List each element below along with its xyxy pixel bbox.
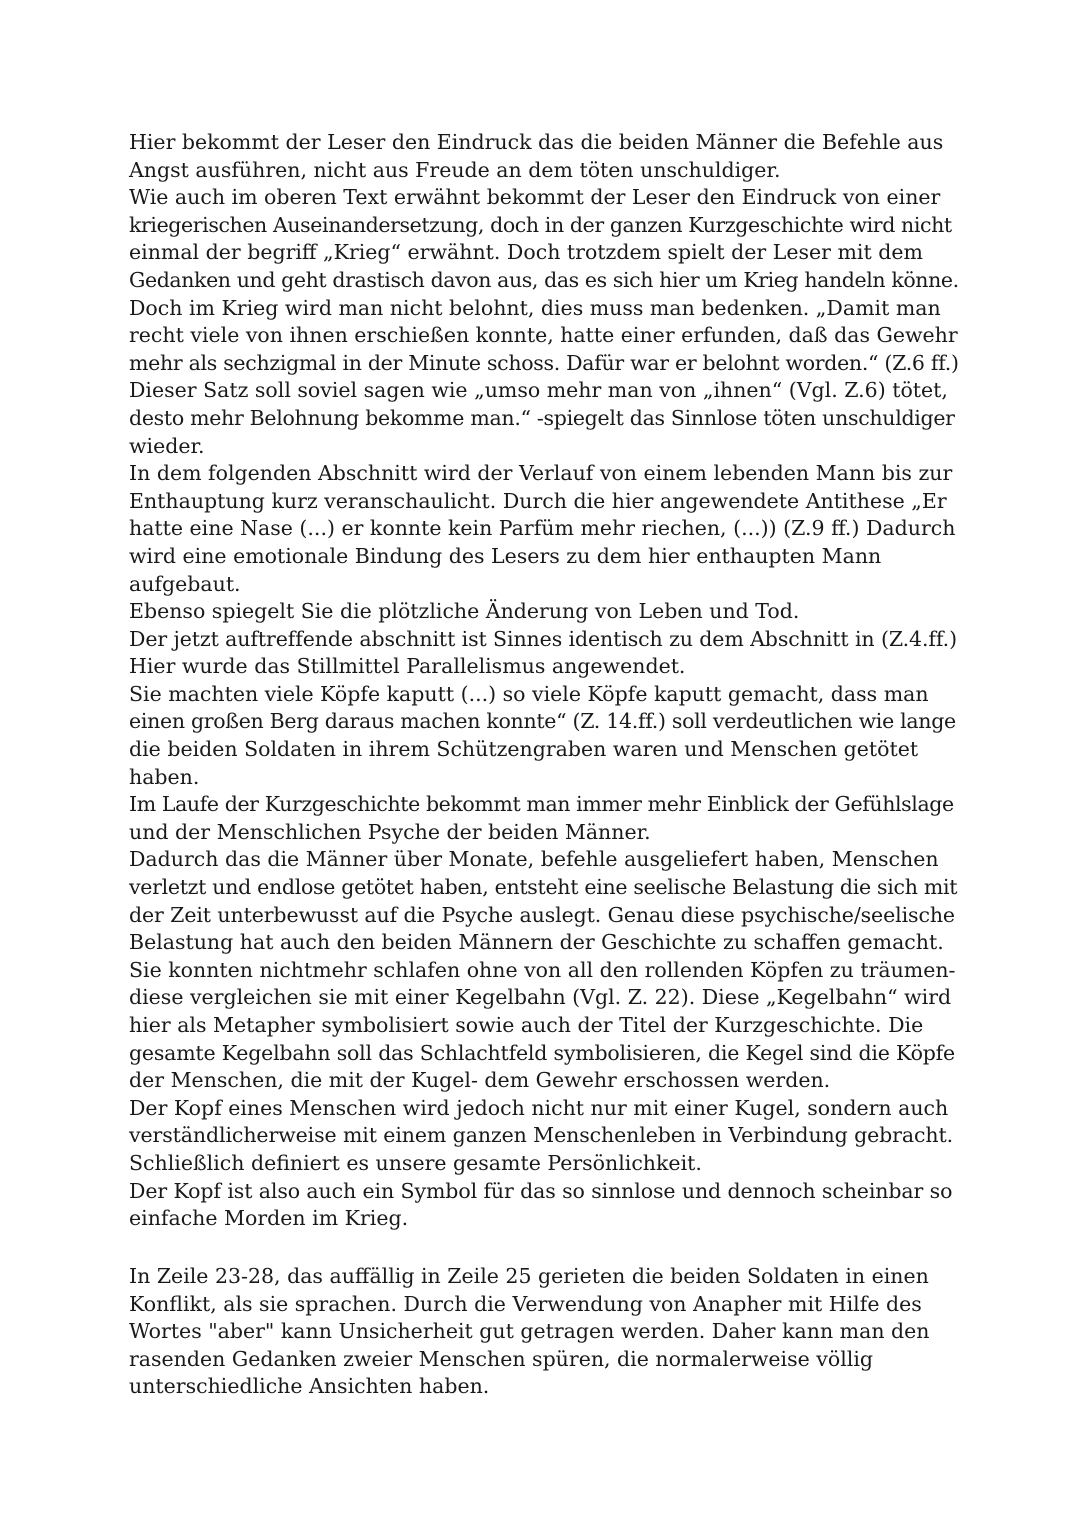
text-line: verständlicherweise mit einem ganzen Menschenleben in Verbindung gebracht. bbox=[129, 1123, 954, 1148]
text-line: wieder. bbox=[129, 433, 205, 458]
text-line: Im Laufe der Kurzgeschichte bekommt man immer mehr Einblick der Gefühlslage bbox=[129, 792, 954, 817]
text-line: hatte eine Nase (...) er konnte kein Parfüm mehr riechen, (...)) (Z.9 ff.) Dadurch bbox=[129, 516, 956, 541]
text-line: unterschiedliche Ansichten haben. bbox=[129, 1374, 490, 1399]
text-line: Enthauptung kurz veranschaulicht. Durch die hier angewendete Antithese „Er bbox=[129, 488, 947, 513]
text-line: Ebenso spiegelt Sie die plötzliche Änderung von Leben und Tod. bbox=[129, 599, 800, 624]
text-line: Der Kopf eines Menschen wird jedoch nicht nur mit einer Kugel, sondern auch bbox=[129, 1095, 949, 1120]
text-line: In dem folgenden Abschnitt wird der Verlauf von einem lebenden Mann bis zur bbox=[129, 461, 953, 486]
text-line: Dadurch das die Männer über Monate, befehle ausgeliefert haben, Menschen bbox=[129, 847, 939, 872]
text-line: Der Kopf ist also auch ein Symbol für das so sinnlose und dennoch scheinbar so bbox=[129, 1178, 953, 1203]
text-line: Belastung hat auch den beiden Männern der Geschichte zu schaffen gemacht. bbox=[129, 930, 944, 955]
text-line: Angst ausführen, nicht aus Freude an dem töten unschuldiger. bbox=[129, 157, 781, 182]
text-line: haben. bbox=[129, 764, 200, 789]
text-line: mehr als sechzigmal in der Minute schoss. Dafür war er belohnt worden.“ (Z.6 ff.) bbox=[129, 350, 959, 375]
text-line: Doch im Krieg wird man nicht belohnt, dies muss man bedenken. „Damit man bbox=[129, 295, 941, 320]
text-line: Hier wurde das Stillmittel Parallelismus angewendet. bbox=[129, 654, 686, 679]
text-line: einen großen Berg daraus machen konnte“ (Z. 14.ff.) soll verdeutlichen wie lange bbox=[129, 709, 956, 734]
text-line: der Zeit unterbewusst auf die Psyche auslegt. Genau diese psychische/seelische bbox=[129, 902, 955, 927]
text-line: desto mehr Belohnung bekomme man.“ -spiegelt das Sinnlose töten unschuldiger bbox=[129, 405, 955, 430]
text-line: der Menschen, die mit der Kugel- dem Gewehr erschossen werden. bbox=[129, 1068, 831, 1093]
text-line: In Zeile 23-28, das auffällig in Zeile 25 gerieten die beiden Soldaten in einen bbox=[129, 1264, 929, 1288]
text-line: einfache Morden im Krieg. bbox=[129, 1206, 409, 1231]
text-line: recht viele von ihnen erschießen konnte, hatte einer erfunden, daß das Gewehr bbox=[129, 323, 958, 348]
text-line: Wie auch im oberen Text erwähnt bekommt der Leser den Eindruck von einer bbox=[129, 185, 941, 210]
text-line: Sie konnten nichtmehr schlafen ohne von all den rollenden Köpfen zu träumen- bbox=[129, 957, 956, 982]
text-line: Hier bekommt der Leser den Eindruck das die beiden Männer die Befehle aus bbox=[129, 130, 944, 154]
text-line: Dieser Satz soll soviel sagen wie „umso mehr man von „ihnen“ (Vgl. Z.6) tötet, bbox=[129, 378, 948, 403]
text-line: Sie machten viele Köpfe kaputt (...) so viele Köpfe kaputt gemacht, dass man bbox=[129, 681, 929, 706]
text-line: Gedanken und geht drastisch davon aus, das es sich hier um Krieg handeln könne. bbox=[129, 267, 959, 292]
text-line: hier als Metapher symbolisiert sowie auch der Titel der Kurzgeschichte. Die bbox=[129, 1013, 924, 1037]
text-line: rasenden Gedanken zweier Menschen spüren, die normalerweise völlig bbox=[129, 1346, 873, 1371]
body-text-section-2 bbox=[129, 1263, 959, 1401]
text-line: diese vergleichen sie mit einer Kegelbahn (Vgl. Z. 22). Diese „Kegelbahn“ wird bbox=[129, 985, 952, 1010]
text-line: gesamte Kegelbahn soll das Schlachtfeld symbolisieren, die Kegel sind die Köpfe bbox=[129, 1040, 955, 1065]
text-line: Wortes "aber" kann Unsicherheit gut getragen werden. Daher kann man den bbox=[129, 1319, 930, 1344]
text-line: aufgebaut. bbox=[129, 571, 241, 596]
text-line: Der jetzt auftreffende abschnitt ist Sinnes identisch zu dem Abschnitt in (Z.4.ff.) bbox=[129, 626, 957, 651]
text-line: Konflikt, als sie sprachen. Durch die Verwendung von Anapher mit Hilfe des bbox=[129, 1291, 922, 1316]
text-line: kriegerischen Auseinandersetzung, doch in der ganzen Kurzgeschichte wird nicht bbox=[129, 212, 952, 237]
body-text-section-1 bbox=[129, 129, 959, 1233]
text-line: wird eine emotionale Bindung des Lesers zu dem hier enthaupten Mann bbox=[129, 543, 882, 568]
text-line: einmal der begriff „Krieg“ erwähnt. Doch trotzdem spielt der Leser mit dem bbox=[129, 240, 923, 265]
text-line: die beiden Soldaten in ihrem Schützengraben waren und Menschen getötet bbox=[129, 737, 919, 762]
text-line: verletzt und endlose getötet haben, entsteht eine seelische Belastung die sich mit bbox=[129, 875, 958, 900]
text-line: und der Menschlichen Psyche der beiden Männer. bbox=[129, 819, 651, 844]
text-line: Schließlich definiert es unsere gesamte Persönlichkeit. bbox=[129, 1150, 702, 1175]
